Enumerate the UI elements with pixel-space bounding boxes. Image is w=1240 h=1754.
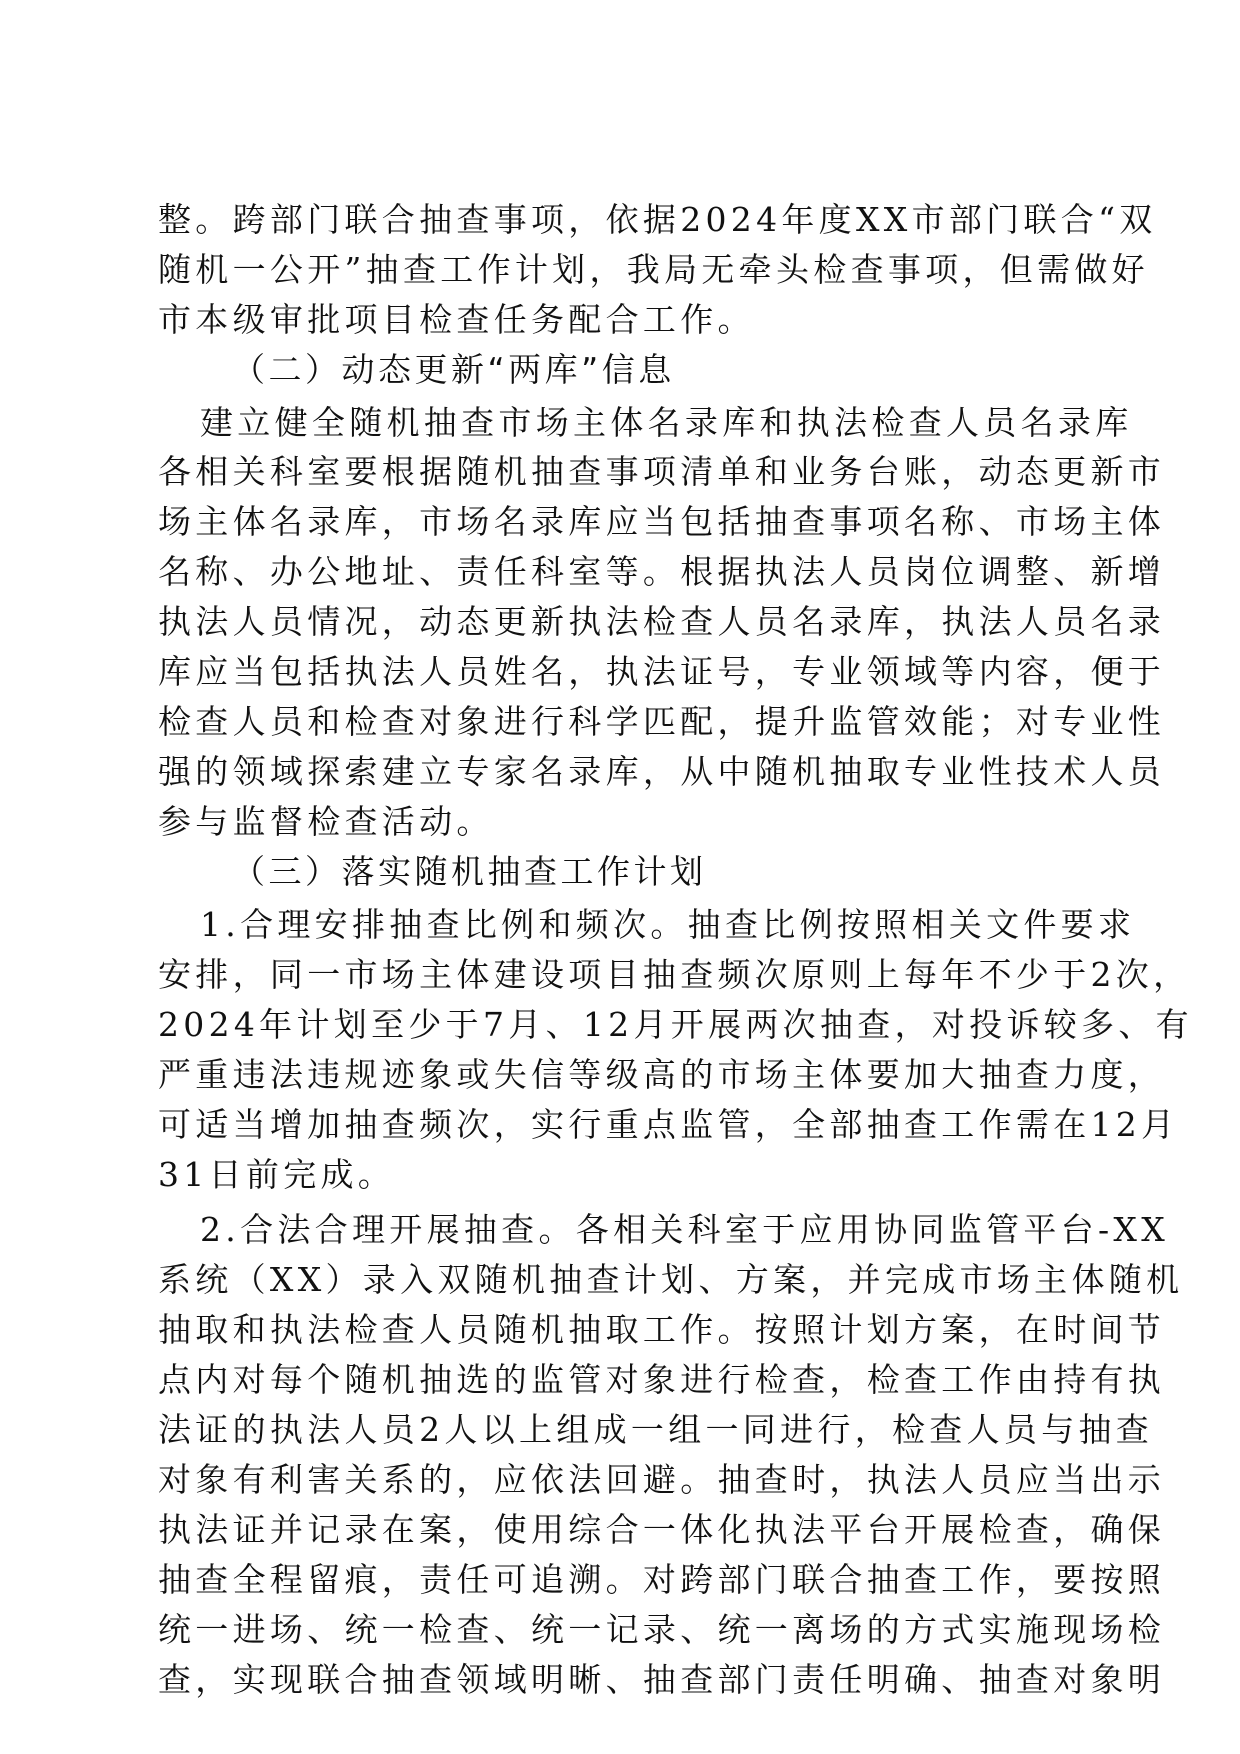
paragraph-line: 随机一公开”抽查工作计划，我局无牵头检查事项，但需做好 bbox=[158, 250, 1149, 289]
paragraph-line: 可适当增加抽查频次，实行重点监管，全部抽查工作需在12月 bbox=[158, 1105, 1179, 1144]
paragraph-line: 检查人员和检查对象进行科学匹配，提升监管效能；对专业性 bbox=[158, 702, 1166, 741]
paragraph-line: 2024年计划至少于7月、12月开展两次抽查，对投诉较多、有 bbox=[158, 1005, 1193, 1044]
paragraph-line: 执法证并记录在案，使用综合一体化执法平台开展检查，确保 bbox=[158, 1510, 1166, 1549]
section-heading: （三）落实随机抽查工作计划 bbox=[232, 852, 707, 891]
paragraph-line: 统一进场、统一检查、统一记录、统一离场的方式实施现场检 bbox=[158, 1610, 1166, 1649]
paragraph-line: 市本级审批项目检查任务配合工作。 bbox=[158, 300, 755, 339]
paragraph-line: 场主体名录库，市场名录库应当包括抽查事项名称、市场主体 bbox=[158, 502, 1166, 541]
paragraph-line: 安排，同一市场主体建设项目抽查频次原则上每年不少于2次， bbox=[158, 955, 1191, 994]
paragraph-line: 整。跨部门联合抽查事项，依据2024年度XX市部门联合“双 bbox=[158, 200, 1157, 239]
paragraph-line: 名称、办公地址、责任科室等。根据执法人员岗位调整、新增 bbox=[158, 552, 1166, 591]
paragraph-line: 严重违法违规迹象或失信等级高的市场主体要加大抽查力度， bbox=[158, 1055, 1166, 1094]
paragraph-line: 各相关科室要根据随机抽查事项清单和业务台账，动态更新市 bbox=[158, 452, 1166, 491]
paragraph-line: 法证的执法人员2人以上组成一组一同进行，检查人员与抽查 bbox=[158, 1410, 1154, 1449]
paragraph-line: 1.合理安排抽查比例和频次。抽查比例按照相关文件要求 bbox=[200, 905, 1136, 944]
paragraph-line: 建立健全随机抽查市场主体名录库和执法检查人员名录库 bbox=[200, 403, 1133, 442]
paragraph-line: 对象有利害关系的，应依法回避。抽查时，执法人员应当出示 bbox=[158, 1460, 1166, 1499]
paragraph-line: 查，实现联合抽查领域明晰、抽查部门责任明确、抽查对象明 bbox=[158, 1660, 1166, 1699]
paragraph-line: 强的领域探索建立专家名录库，从中随机抽取专业性技术人员 bbox=[158, 752, 1166, 791]
paragraph-line: 抽取和执法检查人员随机抽取工作。按照计划方案，在时间节 bbox=[158, 1310, 1166, 1349]
section-heading: （二）动态更新“两库”信息 bbox=[232, 350, 675, 389]
paragraph-line: 点内对每个随机抽选的监管对象进行检查，检查工作由持有执 bbox=[158, 1360, 1166, 1399]
paragraph-line: 参与监督检查活动。 bbox=[158, 802, 494, 841]
paragraph-line: 执法人员情况，动态更新执法检查人员名录库，执法人员名录 bbox=[158, 602, 1166, 641]
paragraph-line: 31日前完成。 bbox=[158, 1155, 396, 1194]
paragraph-line: 抽查全程留痕，责任可追溯。对跨部门联合抽查工作，要按照 bbox=[158, 1560, 1166, 1599]
paragraph-line: 系统（XX）录入双随机抽查计划、方案，并完成市场主体随机 bbox=[158, 1260, 1184, 1299]
paragraph-line: 库应当包括执法人员姓名，执法证号，专业领域等内容，便于 bbox=[158, 652, 1166, 691]
paragraph-line: 2.合法合理开展抽查。各相关科室于应用协同监管平台-XX bbox=[200, 1210, 1170, 1249]
